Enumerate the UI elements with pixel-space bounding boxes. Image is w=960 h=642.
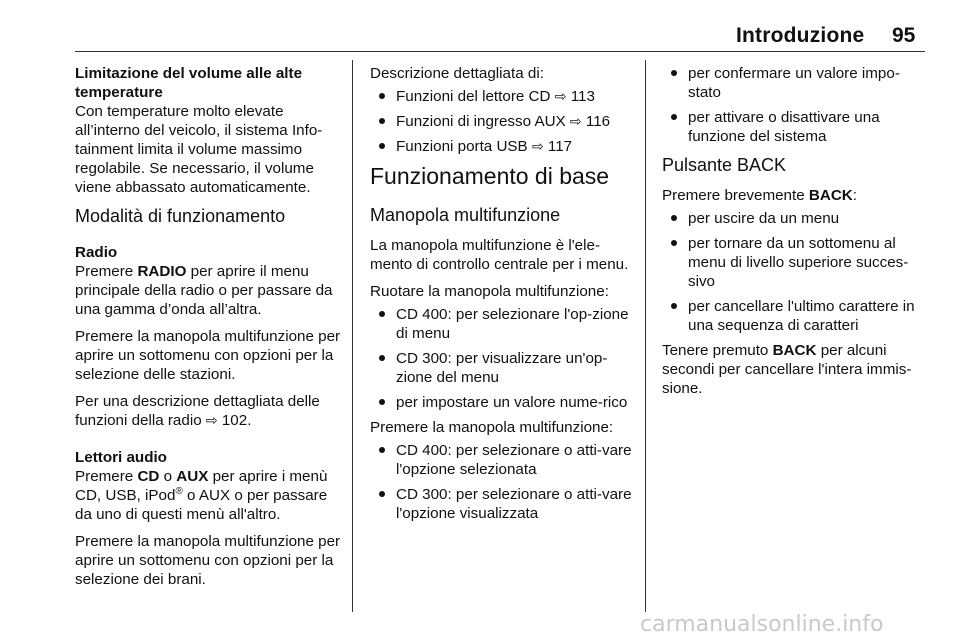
list-item: per attivare o disattivare una funzione del sistema bbox=[662, 108, 932, 146]
header-divider bbox=[75, 51, 925, 52]
column-1 bbox=[75, 64, 345, 597]
subheading-audio-players: Lettori audio bbox=[75, 449, 167, 466]
bullet-list bbox=[370, 305, 635, 412]
list-item: Funzioni del lettore CD ⇨ 113 bbox=[370, 87, 635, 106]
page-ref-arrow-icon: ⇨ bbox=[531, 138, 544, 154]
reference-list bbox=[370, 87, 635, 156]
paragraph: Premere CD o AUX per aprire i menù CD, USB, iPod® o AUX o per passare da uno di questi menù all'altro. bbox=[75, 468, 328, 523]
paragraph: Tenere premuto BACK per alcuni secondi per cancellare l'intera immis-sione. bbox=[662, 342, 912, 397]
paragraph: Premere RADIO per aprire il menu principale della radio o per passare da una gamma d’onda all’altra. bbox=[75, 263, 333, 318]
column-divider-1 bbox=[352, 60, 353, 612]
subheading-multifunction-knob: Manopola multifunzione bbox=[370, 205, 561, 225]
list-item: per uscire da un menu bbox=[662, 209, 932, 228]
bullet-list bbox=[662, 64, 932, 146]
section-title-volume-limit: Limitazione del volume alle alte temperature bbox=[75, 65, 303, 101]
page-ref[interactable]: 116 bbox=[585, 113, 611, 130]
paragraph: Premere la manopola multifunzione per aprire un sottomenu con opzioni per la selezione delle stazioni. bbox=[75, 328, 341, 383]
page-ref[interactable]: 113 bbox=[570, 88, 595, 105]
paragraph: Premere la manopola multifunzione per aprire un sottomenu con opzioni per la selezione dei brani. bbox=[75, 533, 341, 588]
column-2 bbox=[370, 64, 635, 529]
paragraph: Per una descrizione dettagliata delle funzioni della radio ⇨ 102. bbox=[75, 393, 320, 429]
header-title: Introduzione bbox=[736, 24, 865, 47]
list-item: per impostare un valore nume-rico bbox=[370, 393, 635, 412]
list-item: per tornare da un sottomenu al menu di livello superiore succes-sivo bbox=[662, 234, 932, 291]
page-number: 95 bbox=[892, 24, 916, 47]
page-ref-arrow-icon: ⇨ bbox=[569, 113, 582, 129]
page-ref-arrow-icon: ⇨ bbox=[205, 412, 218, 428]
column-3 bbox=[662, 64, 932, 406]
bullet-list bbox=[370, 441, 635, 523]
list-item: Funzioni porta USB ⇨ 117 bbox=[370, 137, 635, 156]
paragraph: Premere brevemente BACK: bbox=[662, 187, 857, 204]
watermark: carmanualsonline.info bbox=[640, 612, 884, 637]
list-item: CD 300: per selezionare o atti-vare l'opzione visualizzata bbox=[370, 485, 635, 523]
section-heading-basic-operation: Funzionamento di base bbox=[370, 163, 610, 189]
list-item: per confermare un valore impo-stato bbox=[662, 64, 932, 102]
radio-button-label: RADIO bbox=[137, 263, 187, 280]
page-ref[interactable]: 117 bbox=[547, 138, 573, 155]
paragraph: La manopola multifunzione è l'ele-mento di controllo centrale per i menu. bbox=[370, 237, 629, 273]
list-item: per cancellare l'ultimo carattere in una sequenza di caratteri bbox=[662, 297, 932, 335]
page-ref[interactable]: 102. bbox=[221, 412, 252, 429]
list-item: CD 400: per selezionare o atti-vare l'opzione selezionata bbox=[370, 441, 635, 479]
bullet-list bbox=[662, 209, 932, 335]
section-heading-back-button: Pulsante BACK bbox=[662, 155, 787, 175]
list-item: Funzioni di ingresso AUX ⇨ 116 bbox=[370, 112, 635, 131]
list-item: CD 400: per selezionare l'op-zione di menu bbox=[370, 305, 635, 343]
paragraph: Descrizione dettagliata di: bbox=[370, 65, 544, 82]
subheading-radio: Radio bbox=[75, 244, 118, 261]
page-ref-arrow-icon: ⇨ bbox=[554, 88, 567, 104]
list-item: CD 300: per visualizzare un'op-zione del menu bbox=[370, 349, 635, 387]
paragraph: Con temperature molto elevate all’interno del veicolo, il sistema Info-tainment limita il volume massimo regolabile. Se necessario, il volume viene abbassato automaticamente. bbox=[75, 103, 323, 196]
column-divider-2 bbox=[645, 60, 646, 612]
section-heading-operating-modes: Modalità di funzionamento bbox=[75, 206, 286, 226]
paragraph: Ruotare la manopola multifunzione: bbox=[370, 283, 609, 300]
paragraph: Premere la manopola multifunzione: bbox=[370, 419, 614, 436]
